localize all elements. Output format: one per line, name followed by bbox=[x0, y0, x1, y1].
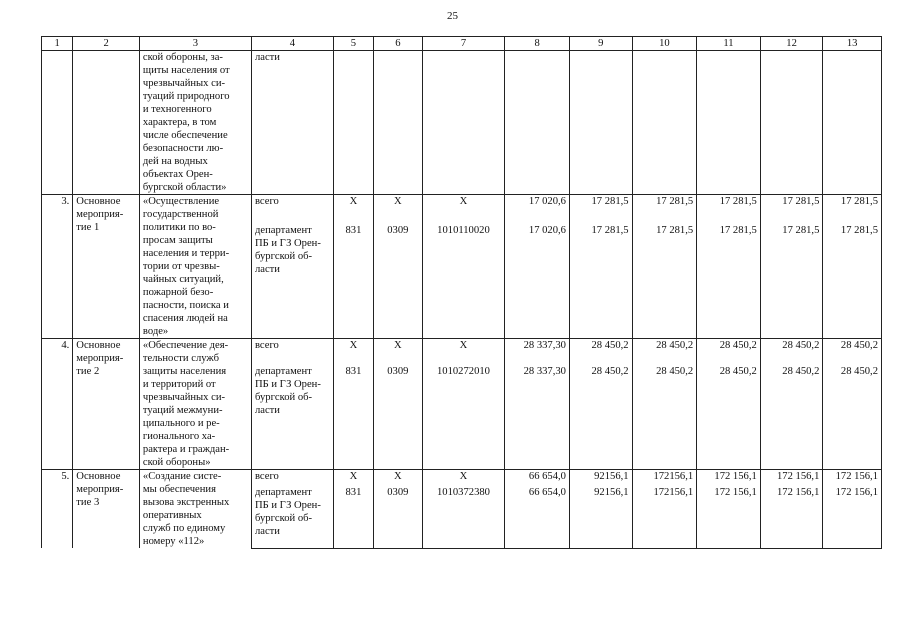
total-c8: 66 654,0 bbox=[505, 470, 570, 486]
dept-c12: 17 281,5 bbox=[760, 224, 823, 339]
page-number: 25 bbox=[447, 10, 458, 22]
dept-label-line: ласти bbox=[254, 405, 280, 417]
dept-label-line: ласти bbox=[254, 263, 280, 275]
total-c6: Х bbox=[374, 195, 422, 224]
dept-label-line: ПБ и ГЗ Орен- bbox=[254, 237, 321, 249]
measure-kind bbox=[73, 470, 140, 549]
dept-c11: 28 450,2 bbox=[697, 365, 761, 469]
dept-label-line: департамент bbox=[254, 224, 312, 236]
dept-c9: 92156,1 bbox=[569, 486, 632, 548]
total-c8: 28 337,30 bbox=[505, 339, 570, 366]
cell-empty bbox=[374, 51, 422, 195]
dept-label bbox=[251, 486, 333, 548]
dept-c12: 172 156,1 bbox=[760, 486, 823, 548]
measure-title-line: «Осуществление bbox=[142, 196, 220, 207]
cell-empty bbox=[333, 51, 373, 195]
column-header-5: 5 bbox=[333, 37, 373, 51]
budget-table bbox=[41, 36, 882, 549]
measure-kind-line: тие 1 bbox=[76, 222, 100, 233]
measure-title-line: чрезвычайных си- bbox=[142, 392, 226, 403]
total-c10: 28 450,2 bbox=[632, 339, 697, 366]
cell-empty bbox=[73, 51, 140, 195]
column-header-9: 9 bbox=[569, 37, 632, 51]
continuation-title-line: характера, в том bbox=[142, 117, 217, 128]
continuation-title bbox=[139, 51, 251, 195]
total-c5: Х bbox=[333, 195, 373, 224]
column-header-2: 2 bbox=[73, 37, 140, 51]
measure-title bbox=[139, 195, 251, 339]
continuation-title-line: и техногенного bbox=[142, 104, 212, 115]
measure-title-line: гионального ха- bbox=[142, 431, 216, 442]
cell-empty bbox=[697, 51, 761, 195]
dept-c5: 831 bbox=[333, 486, 373, 548]
dept-c10: 17 281,5 bbox=[632, 224, 697, 339]
dept-c6: 0309 bbox=[374, 365, 422, 469]
measure-title-line: спасения людей на bbox=[142, 313, 228, 324]
total-c11: 172 156,1 bbox=[697, 470, 761, 486]
total-c7: Х bbox=[422, 195, 505, 224]
continuation-title-line: туаций природного bbox=[142, 91, 230, 102]
cell-empty bbox=[760, 51, 823, 195]
continuation-title-line: безопасности лю- bbox=[142, 143, 224, 154]
dept-c13: 28 450,2 bbox=[823, 365, 882, 469]
dept-c8: 17 020,6 bbox=[505, 224, 570, 339]
dept-c7: 1010372380 bbox=[422, 486, 505, 548]
measure-title-line: оперативных bbox=[142, 510, 202, 521]
measure-title-line: защиты населения bbox=[142, 366, 227, 377]
total-c5: Х bbox=[333, 470, 373, 486]
column-header-13: 13 bbox=[823, 37, 882, 51]
dept-label bbox=[251, 224, 333, 339]
total-c11: 28 450,2 bbox=[697, 339, 761, 366]
continuation-title-line: ской обороны, за- bbox=[142, 52, 223, 63]
dept-c6: 0309 bbox=[374, 486, 422, 548]
dept-label-line: департамент bbox=[254, 486, 312, 498]
cell-empty bbox=[823, 51, 882, 195]
dept-c13: 17 281,5 bbox=[823, 224, 882, 339]
total-c9: 92156,1 bbox=[569, 470, 632, 486]
dept-c10: 28 450,2 bbox=[632, 365, 697, 469]
measure-title-line: просам защиты bbox=[142, 235, 213, 246]
measure-number: 5. bbox=[42, 470, 73, 549]
continuation-title-line: числе обеспечение bbox=[142, 130, 228, 141]
measure-kind bbox=[73, 339, 140, 470]
measure-title-line: номеру «112» bbox=[142, 536, 205, 547]
cell-empty bbox=[632, 51, 697, 195]
column-header-4: 4 bbox=[251, 37, 333, 51]
measure-title-line: «Создание систе- bbox=[142, 471, 222, 482]
measure-total-row bbox=[42, 195, 882, 224]
total-label: всего bbox=[251, 470, 333, 486]
column-header-8: 8 bbox=[505, 37, 570, 51]
measure-title-line: пожарной безо- bbox=[142, 287, 214, 298]
column-header-6: 6 bbox=[374, 37, 422, 51]
dept-label-line: бургской об- bbox=[254, 392, 313, 404]
measure-title-line: и территорий от bbox=[142, 379, 216, 390]
dept-c7: 1010272010 bbox=[422, 365, 505, 469]
total-label: всего bbox=[251, 339, 333, 366]
measure-title-line: тельности служб bbox=[142, 353, 219, 364]
cell-empty bbox=[422, 51, 505, 195]
measure-title-line: ской обороны» bbox=[142, 457, 211, 468]
total-c10: 172156,1 bbox=[632, 470, 697, 486]
total-c6: Х bbox=[374, 339, 422, 366]
measure-number: 3. bbox=[42, 195, 73, 339]
measure-kind-line: мероприя- bbox=[76, 484, 124, 495]
dept-c9: 17 281,5 bbox=[569, 224, 632, 339]
total-c7: Х bbox=[422, 470, 505, 486]
measure-total-row bbox=[42, 339, 882, 366]
continuation-title-line: дей на водных bbox=[142, 156, 208, 167]
cell-empty bbox=[42, 51, 73, 195]
measure-kind-line: мероприя- bbox=[76, 209, 124, 220]
measure-title-line: рактера и граждан- bbox=[142, 444, 230, 455]
continuation-row bbox=[42, 51, 882, 195]
column-header-12: 12 bbox=[760, 37, 823, 51]
measure-kind-line: Основное bbox=[76, 471, 121, 482]
measure-kind-line: Основное bbox=[76, 340, 121, 351]
measure-title bbox=[139, 470, 251, 549]
column-header-10: 10 bbox=[632, 37, 697, 51]
cell-empty bbox=[569, 51, 632, 195]
measure-title-line: пасности, поиска и bbox=[142, 300, 229, 311]
total-c6: Х bbox=[374, 470, 422, 486]
column-header-11: 11 bbox=[697, 37, 761, 51]
measure-kind bbox=[73, 195, 140, 339]
measure-total-row bbox=[42, 470, 882, 486]
dept-c6: 0309 bbox=[374, 224, 422, 339]
dept-c8: 66 654,0 bbox=[505, 486, 570, 548]
dept-c11: 17 281,5 bbox=[697, 224, 761, 339]
measure-kind-line: мероприя- bbox=[76, 353, 124, 364]
continuation-dept: ласти bbox=[251, 51, 333, 195]
total-c5: Х bbox=[333, 339, 373, 366]
cell-empty bbox=[505, 51, 570, 195]
measure-title-line: ципального и ре- bbox=[142, 418, 220, 429]
measure-title-line: вызова экстренных bbox=[142, 497, 230, 508]
total-c10: 17 281,5 bbox=[632, 195, 697, 224]
dept-c5: 831 bbox=[333, 224, 373, 339]
dept-c12: 28 450,2 bbox=[760, 365, 823, 469]
measure-kind-line: тие 3 bbox=[76, 497, 100, 508]
dept-c13: 172 156,1 bbox=[823, 486, 882, 548]
total-c9: 17 281,5 bbox=[569, 195, 632, 224]
measure-kind-line: Основное bbox=[76, 196, 121, 207]
column-header-7: 7 bbox=[422, 37, 505, 51]
measure-number: 4. bbox=[42, 339, 73, 470]
continuation-title-line: объектах Орен- bbox=[142, 169, 213, 180]
total-c8: 17 020,6 bbox=[505, 195, 570, 224]
total-c13: 28 450,2 bbox=[823, 339, 882, 366]
dept-label-line: бургской об- bbox=[254, 250, 313, 262]
measure-title-line: политики по во- bbox=[142, 222, 216, 233]
total-c12: 17 281,5 bbox=[760, 195, 823, 224]
continuation-title-line: щиты населения от bbox=[142, 65, 230, 76]
total-c9: 28 450,2 bbox=[569, 339, 632, 366]
dept-label-line: ПБ и ГЗ Орен- bbox=[254, 379, 321, 391]
column-header-1: 1 bbox=[42, 37, 73, 51]
header-row bbox=[42, 37, 882, 51]
continuation-title-line: бургской области» bbox=[142, 182, 227, 193]
measure-title bbox=[139, 339, 251, 470]
total-c13: 17 281,5 bbox=[823, 195, 882, 224]
dept-c11: 172 156,1 bbox=[697, 486, 761, 548]
total-c11: 17 281,5 bbox=[697, 195, 761, 224]
measure-title-line: мы обеспечения bbox=[142, 484, 216, 495]
total-c12: 28 450,2 bbox=[760, 339, 823, 366]
measure-title-line: чайных ситуаций, bbox=[142, 274, 224, 285]
measure-title-line: служб по единому bbox=[142, 523, 226, 534]
total-label: всего bbox=[251, 195, 333, 224]
dept-c7: 1010110020 bbox=[422, 224, 505, 339]
measure-title-line: тории от чрезвы- bbox=[142, 261, 220, 272]
dept-c8: 28 337,30 bbox=[505, 365, 570, 469]
measure-title-line: воде» bbox=[142, 326, 169, 337]
continuation-title-line: чрезвычайных си- bbox=[142, 78, 226, 89]
total-c7: Х bbox=[422, 339, 505, 366]
total-c12: 172 156,1 bbox=[760, 470, 823, 486]
measure-title-line: «Обеспечение дея- bbox=[142, 340, 229, 351]
dept-c9: 28 450,2 bbox=[569, 365, 632, 469]
dept-label-line: ласти bbox=[254, 525, 280, 537]
measure-title-line: государственной bbox=[142, 209, 219, 220]
measure-title-line: туаций межмуни- bbox=[142, 405, 223, 416]
column-header-3: 3 bbox=[139, 37, 251, 51]
dept-c5: 831 bbox=[333, 365, 373, 469]
measure-title-line: населения и терри- bbox=[142, 248, 230, 259]
total-c13: 172 156,1 bbox=[823, 470, 882, 486]
dept-label-line: департамент bbox=[254, 366, 312, 378]
dept-c10: 172156,1 bbox=[632, 486, 697, 548]
dept-label-line: бургской об- bbox=[254, 512, 313, 524]
dept-label bbox=[251, 365, 333, 469]
dept-label-line: ПБ и ГЗ Орен- bbox=[254, 499, 321, 511]
measure-kind-line: тие 2 bbox=[76, 366, 100, 377]
